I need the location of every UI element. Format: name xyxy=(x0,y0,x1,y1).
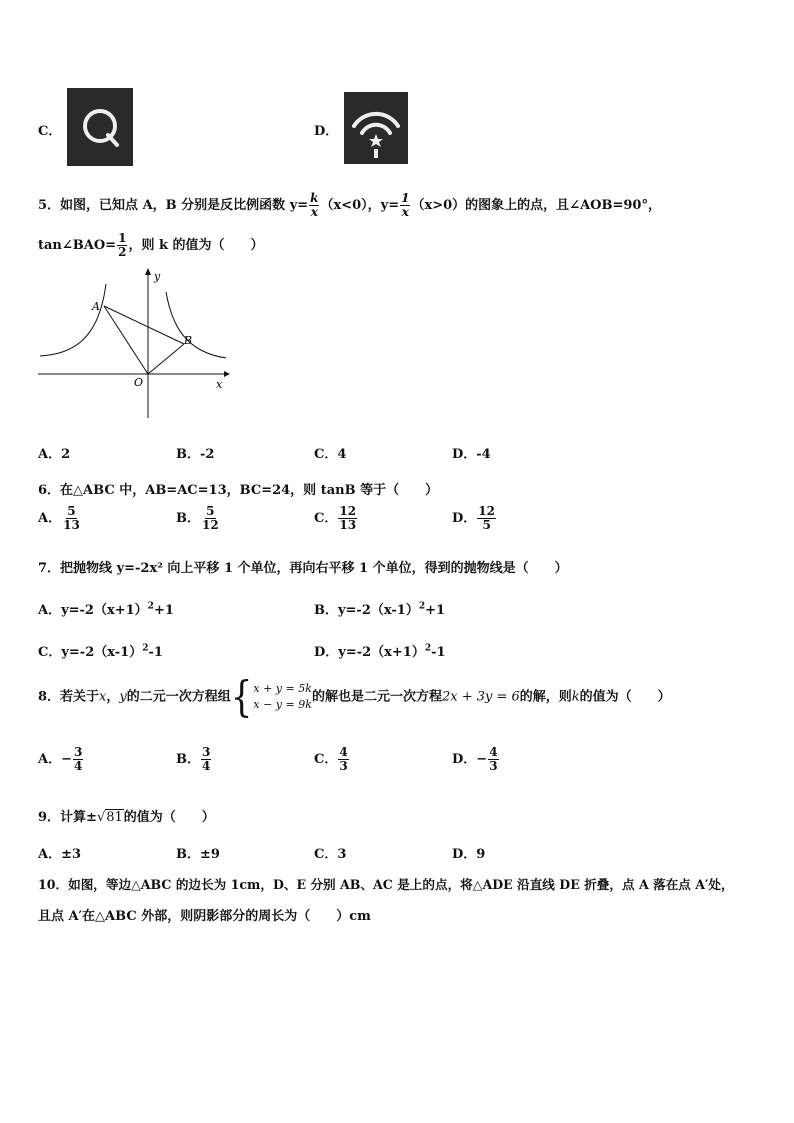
q5-option-a: A．2 xyxy=(38,447,71,462)
q7-option-c: C．$y=-2(x-1)^2-1$ xyxy=(38,643,163,660)
q5-option-c: C．4 xyxy=(314,447,347,462)
q9-option-d: D．9 xyxy=(452,847,486,862)
q5-stem-line2: tan∠BAO= $\frac{1}{2}$ ，则 k 的值为（ ） xyxy=(38,231,264,259)
q4-option-d-label: D． xyxy=(314,124,339,139)
q10-stem-line2: 且点 A′在△ABC 外部，则阴影部分的周长为（ ）cm xyxy=(38,909,371,924)
right-hyperbola-branch xyxy=(166,292,226,358)
q6-stem: 6．在△ABC 中，AB=AC=13，BC=24，则 tanB 等于（ ） xyxy=(38,483,439,498)
q6-option-d: D． $\frac{12}{5}$ xyxy=(452,504,495,532)
q9-stem: 9．计算±√81的值为（ ） xyxy=(38,810,215,825)
graph-label-o: O xyxy=(134,376,144,389)
graph-label-b: B xyxy=(184,334,193,347)
wifi-star-icon xyxy=(344,92,408,164)
graph-label-x: x xyxy=(216,378,223,391)
graph-label-a: A xyxy=(92,300,100,313)
q7-option-b: B．$y=-2(x-1)^2+1$ xyxy=(314,601,446,618)
q8-option-b: B． $\frac{3}{4}$ xyxy=(176,745,211,773)
q5-option-d: D．-4 xyxy=(452,447,491,462)
q8-equation-system: { x + y = 5k x − y = 9k xyxy=(230,672,312,722)
q8-option-c: C． $\frac{4}{3}$ xyxy=(314,745,348,773)
q6-option-a: A． $\frac{5}{13}$ xyxy=(38,504,80,532)
q10-stem-line1: 10．如图，等边△ABC 的边长为 1cm，D、E 分别 AB、AC 是上的点，将△ADE 沿直线 DE 折叠，点 A 落在点 A′处， xyxy=(38,877,734,892)
q6-option-c: C． $\frac{12}{13}$ xyxy=(314,504,357,532)
q4-option-c-label: C． xyxy=(38,124,62,139)
q9-radicand: 81 xyxy=(106,810,123,825)
q8-option-d: D．− $\frac{4}{3}$ xyxy=(452,745,498,773)
sqrt-symbol: √ xyxy=(96,810,106,825)
q8-stem: 8．若关于x，y的二元一次方程组 { x + y = 5k x − y = 9k 的解也是二元一次方程2x + 3y = 6的解，则k的值为（ ） xyxy=(38,672,671,722)
q5-option-b: B．-2 xyxy=(176,447,215,462)
q7-option-d: D．$y=-2(x+1)^2-1$ xyxy=(314,643,446,660)
q7-stem: 7．把抛物线 y=-2x² 向上平移 1 个单位，再向右平移 1 个单位，得到的抛物线是（ ） xyxy=(38,561,568,576)
q5-stem: 5．如图，已知点 A，B 分别是反比例函数 y= $\frac{k}{x}$ （x<0），y= $\frac{1}{x}$ （x>0）的图象上的点，且∠AOB=90°， xyxy=(38,191,661,219)
graph-label-y: y xyxy=(154,270,161,283)
q6-option-b: B． $\frac{5}{12}$ xyxy=(176,504,219,532)
left-hyperbola-branch xyxy=(40,284,106,356)
magnifier-q-icon xyxy=(67,88,133,166)
q9-option-c: C．3 xyxy=(314,847,347,862)
q7-option-a: A．$y=-2(x+1)^2+1$ xyxy=(38,601,174,618)
q9-option-b: B．±9 xyxy=(176,847,220,862)
q9-option-a: A．±3 xyxy=(38,847,82,862)
q5-graph xyxy=(36,266,230,422)
q8-option-a: A．− $\frac{3}{4}$ xyxy=(38,745,83,773)
